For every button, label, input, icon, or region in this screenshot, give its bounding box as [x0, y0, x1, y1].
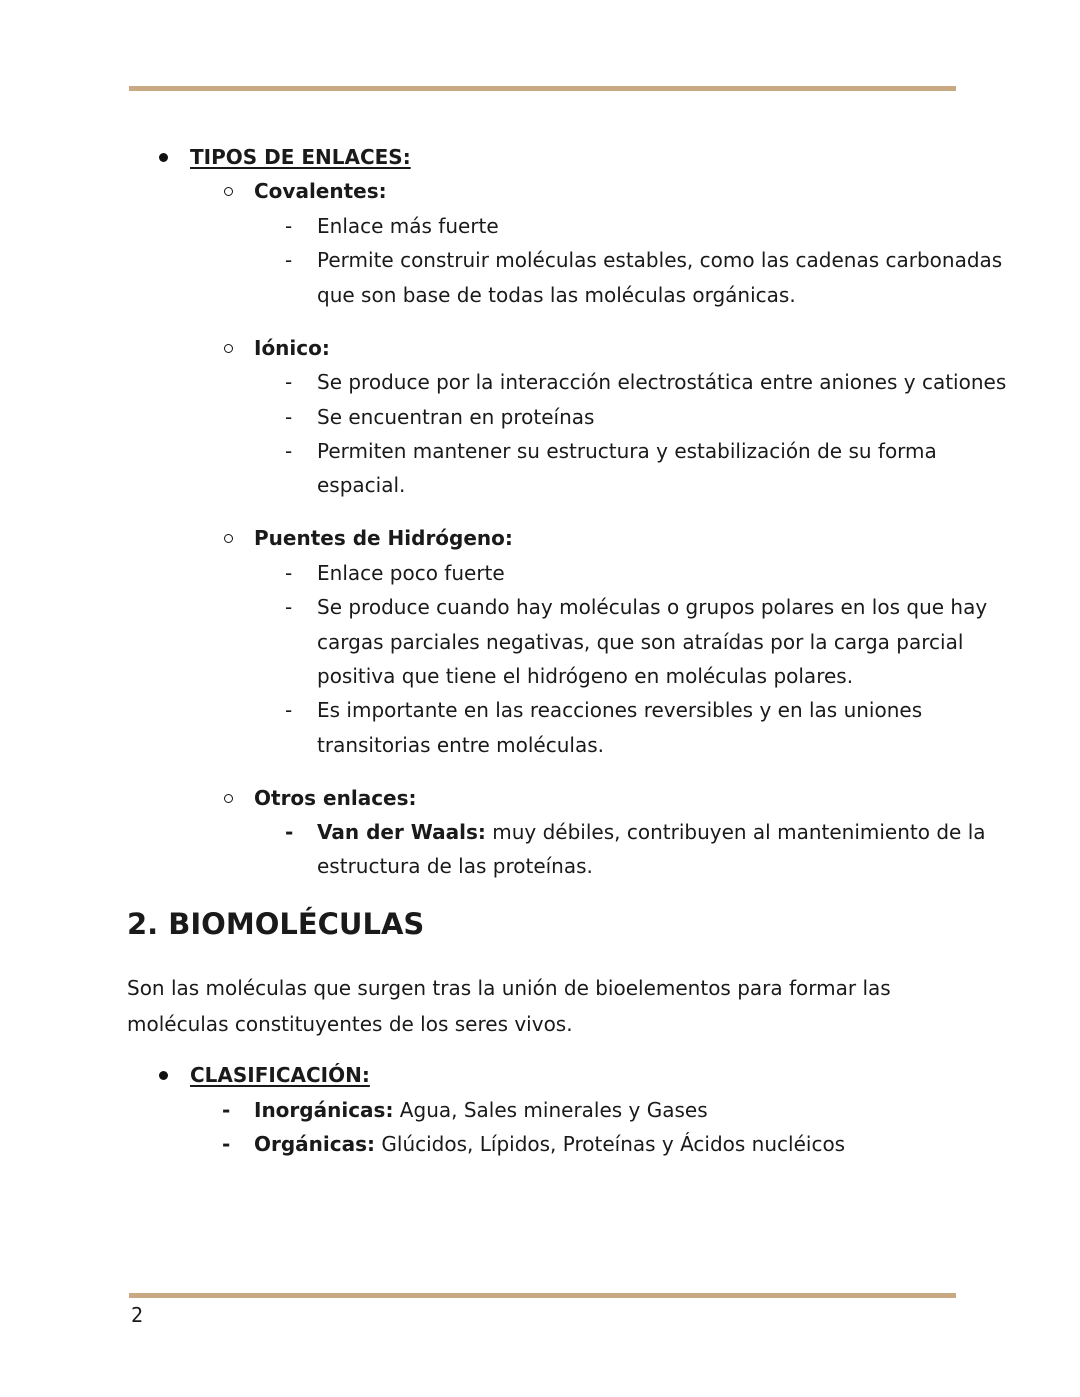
list-item-continuation: que son base de todas las moléculas orgánicas. — [317, 283, 796, 307]
dash-bullet: - — [285, 439, 293, 463]
dash-bullet: - — [285, 595, 293, 619]
dash-bullet: - — [285, 561, 293, 585]
dash-bullet: - — [222, 1098, 231, 1122]
dash-bullet: - — [285, 698, 293, 722]
van-der-waals-text: muy débiles, contribuyen al mantenimiento de la — [485, 820, 986, 844]
inorganicas-label: Inorgánicas: — [254, 1098, 394, 1122]
section-heading-biomoleculas: 2. BIOMOLÉCULAS — [127, 907, 425, 941]
list-item-van-der-waals — [317, 815, 986, 849]
circle-bullet-icon — [224, 187, 233, 196]
heading-tipos-enlaces: TIPOS DE ENLACES: — [190, 145, 411, 169]
dash-bullet: - — [285, 248, 293, 272]
list-item-organicas — [254, 1127, 845, 1161]
list-item-continuation: estructura de las proteínas. — [317, 854, 593, 878]
circle-bullet-icon — [224, 534, 233, 543]
list-item-inorganicas — [254, 1093, 708, 1127]
van-der-waals-label: Van der Waals: — [317, 820, 486, 844]
dash-bullet: - — [222, 1132, 231, 1156]
list-item-continuation: espacial. — [317, 473, 406, 497]
list-item: Permiten mantener su estructura y estabilización de su forma — [317, 439, 937, 463]
list-item: Permite construir moléculas estables, como las cadenas carbonadas — [317, 248, 1003, 272]
organicas-label: Orgánicas: — [254, 1132, 376, 1156]
bullet-icon — [159, 1071, 168, 1080]
list-item: Enlace más fuerte — [317, 214, 499, 238]
top-divider — [129, 86, 956, 91]
circle-bullet-icon — [224, 344, 233, 353]
list-item: Enlace poco fuerte — [317, 561, 505, 585]
page-number: 2 — [131, 1303, 144, 1327]
subheading-covalentes: Covalentes: — [254, 179, 387, 203]
subheading-ionico: Iónico: — [254, 336, 330, 360]
biomoleculas-paragraph: Son las moléculas que surgen tras la unión de bioelementos para formar las moléculas constituyentes de los seres vivos. — [127, 976, 891, 1036]
list-item-continuation: transitorias entre moléculas. — [317, 733, 604, 757]
dash-bullet: - — [285, 370, 293, 394]
bullet-icon — [159, 153, 168, 162]
list-item-continuation: positiva que tiene el hidrógeno en moléculas polares. — [317, 664, 854, 688]
bottom-divider — [129, 1293, 956, 1298]
inorganicas-text: Agua, Sales minerales y Gases — [393, 1098, 708, 1122]
list-item: Se produce por la interacción electrostática entre aniones y cationes — [317, 370, 1007, 394]
organicas-text: Glúcidos, Lípidos, Proteínas y Ácidos nucléicos — [375, 1132, 846, 1156]
subheading-puentes-hidrogeno: Puentes de Hidrógeno: — [254, 526, 513, 550]
list-item: Se encuentran en proteínas — [317, 405, 595, 429]
dash-bullet: - — [285, 820, 294, 844]
subheading-otros-enlaces: Otros enlaces: — [254, 786, 417, 810]
list-item-continuation: cargas parciales negativas, que son atraídas por la carga parcial — [317, 630, 964, 654]
dash-bullet: - — [285, 214, 293, 238]
heading-clasificacion: CLASIFICACIÓN: — [190, 1063, 370, 1087]
list-item: Se produce cuando hay moléculas o grupos polares en los que hay — [317, 595, 988, 619]
dash-bullet: - — [285, 405, 293, 429]
circle-bullet-icon — [224, 794, 233, 803]
list-item: Es importante en las reacciones reversibles y en las uniones — [317, 698, 923, 722]
